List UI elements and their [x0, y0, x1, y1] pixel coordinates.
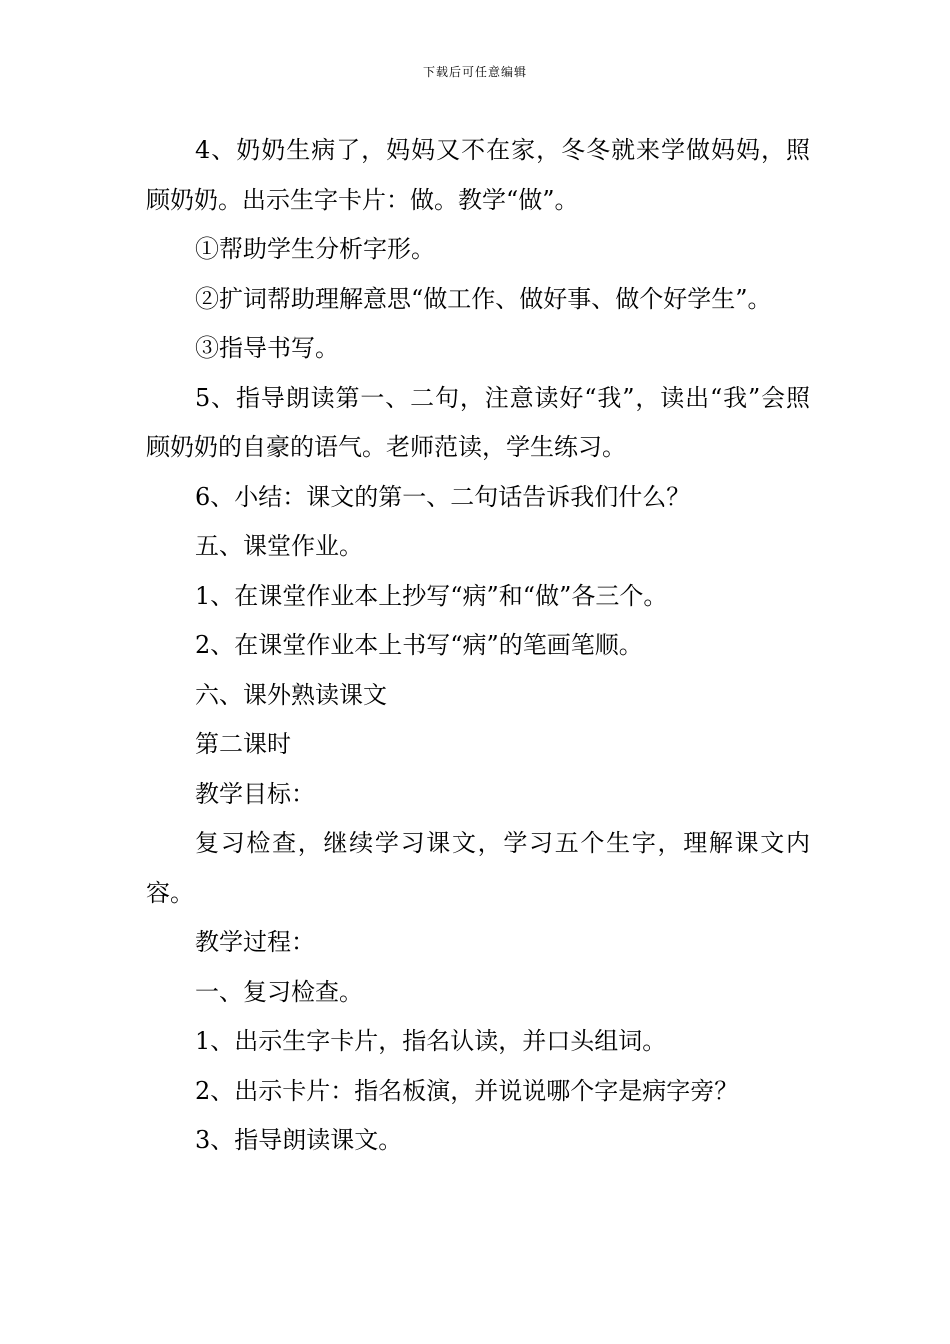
- paragraph-8: 1、在课堂作业本上抄写“病”和“做”各三个。: [195, 581, 668, 610]
- paragraph-10: 六、课外熟读课文: [195, 680, 387, 709]
- paragraph-6: 6、小结：课文的第一、二句话告诉我们什么？: [195, 482, 691, 511]
- paragraph-12: 教学目标：: [195, 779, 315, 808]
- paragraph-11: 第二课时: [195, 730, 291, 758]
- paragraph-9: 2、在课堂作业本上书写“病”的笔画笔顺。: [195, 631, 643, 659]
- paragraph-1: 4、奶奶生病了，妈妈又不在家，冬冬就来学做妈妈，照顾奶奶。出示生字卡片：做。教学“做”。: [146, 136, 810, 214]
- paragraph-7: 五、课堂作业。: [195, 532, 363, 560]
- paragraph-5: 5、指导朗读第一、二句，注意读好“我”，读出“我”会照顾奶奶的自豪的语气。老师范读，学生练习。: [146, 383, 810, 461]
- document-body: [146, 126, 810, 1166]
- paragraph-3: ②扩词帮助理解意思“做工作、做好事、做个好学生”。: [195, 284, 772, 313]
- paragraph-13: 复习检查，继续学习课文，学习五个生字，理解课文内容。: [146, 829, 810, 907]
- paragraph-17: 2、出示卡片：指名板演，并说说哪个字是病字旁？: [195, 1076, 739, 1105]
- paragraph-2: ①帮助学生分析字形。: [195, 235, 435, 263]
- paragraph-15: 一、复习检查。: [195, 977, 363, 1006]
- page-header: 下载后可任意编辑: [422, 65, 527, 79]
- paragraph-4: ③指导书写。: [195, 334, 339, 362]
- paragraph-14: 教学过程：: [195, 928, 315, 956]
- paragraph-16: 1、出示生字卡片，指名认读，并口头组词。: [195, 1027, 667, 1055]
- paragraph-18: 3、指导朗读课文。: [195, 1126, 403, 1154]
